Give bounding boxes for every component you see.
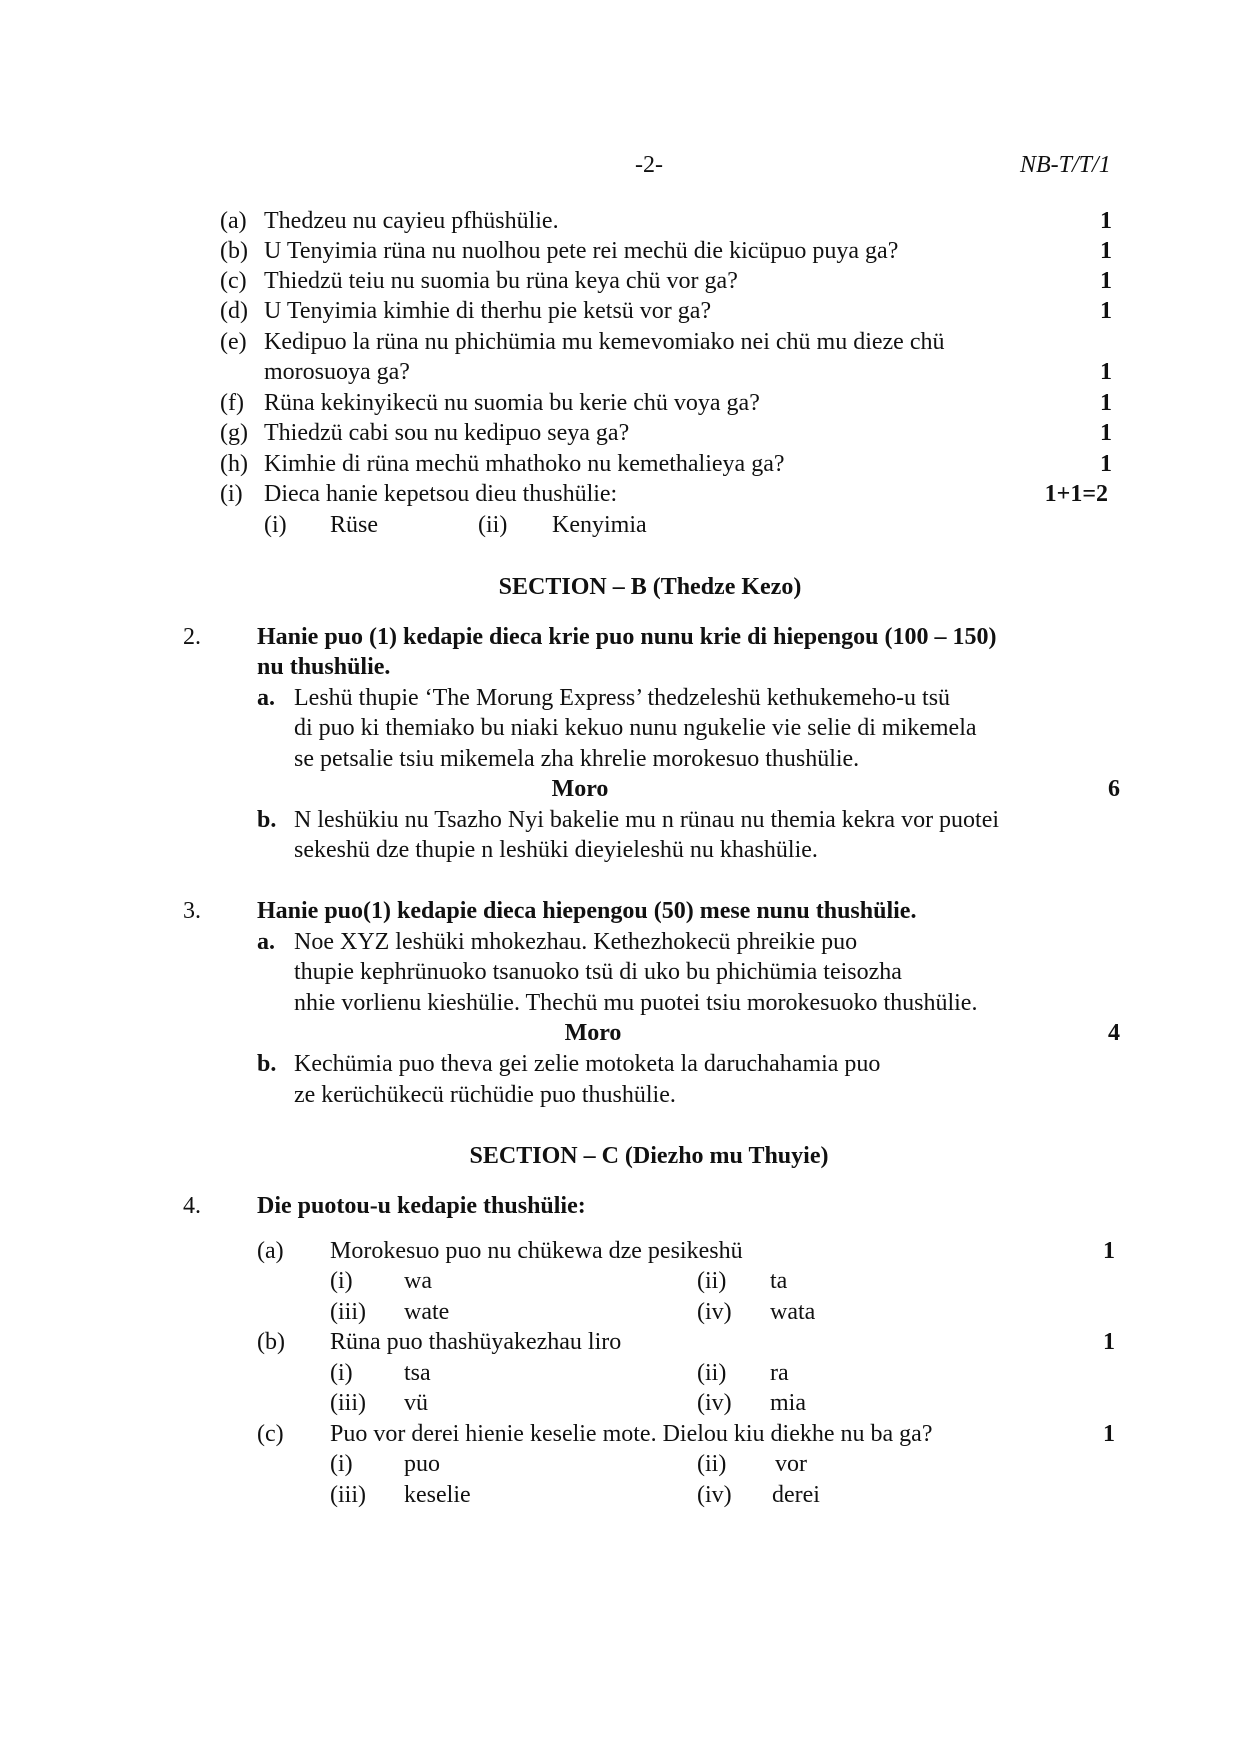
q2b-text: N leshükiu nu Tsazho Nyi bakelie mu n rünau nu themia kekra vor puotei — [294, 807, 1000, 833]
q1-item-label: (f) — [220, 390, 244, 416]
q3b-label: b. — [257, 1051, 277, 1077]
q1-item-marks: 1+1=2 — [1044, 481, 1108, 507]
q1-item-text: Dieca hanie kepetsou dieu thushülie: — [264, 481, 618, 507]
option-text: puo — [404, 1451, 440, 1477]
option-text: derei — [772, 1482, 820, 1508]
q1-item-text: U Tenyimia kimhie di therhu pie ketsü vor ga? — [264, 298, 712, 324]
q1-item-marks: 1 — [1100, 390, 1112, 416]
q1-item-text: U Tenyimia rüna nu nuolhou pete rei mechü die kicüpuo puya ga? — [264, 238, 899, 264]
q2-number: 2. — [183, 624, 201, 650]
option-label: (iii) — [330, 1390, 366, 1416]
q2a-text: di puo ki themiako bu niaki kekuo nunu ngukelie vie selie di mikemela — [294, 715, 977, 741]
q4-item-label: (a) — [257, 1238, 284, 1264]
section-b-title: SECTION – B (Thedze Kezo) — [498, 574, 802, 600]
option-text: ra — [770, 1360, 789, 1386]
q1-sub-text: Rüse — [330, 512, 378, 538]
q1-sub-text: Kenyimia — [552, 512, 647, 538]
q1-sub-label: (i) — [264, 512, 287, 538]
option-text: wa — [404, 1268, 432, 1294]
q3-instruction: Hanie puo(1) kedapie dieca hiepengou (50) mese nunu thushülie. — [257, 898, 917, 924]
q3-or-label: Moro — [564, 1020, 622, 1046]
q2a-label: a. — [257, 685, 275, 711]
option-label: (iv) — [697, 1299, 732, 1325]
option-label: (i) — [330, 1451, 353, 1477]
q4-item-text: Morokesuo puo nu chükewa dze pesikeshü — [330, 1238, 743, 1264]
q3a-text: nhie vorlienu kieshülie. Thechü mu puotei tsiu morokesuoko thushülie. — [294, 990, 978, 1016]
q3-number: 3. — [183, 898, 201, 924]
q1-item-text: Thiedzü cabi sou nu kedipuo seya ga? — [264, 420, 630, 446]
q4-number: 4. — [183, 1193, 201, 1219]
q1-item-text: Kedipuo la rüna nu phichümia mu kemevomiako nei chü mu dieze chü — [264, 329, 945, 355]
q1-item-marks: 1 — [1100, 268, 1112, 294]
q2-instruction: Hanie puo (1) kedapie dieca krie puo nunu krie di hiepengou (100 – 150) — [257, 624, 997, 650]
page-number: -2- — [635, 152, 663, 178]
q2-instruction-cont: nu thushülie. — [257, 654, 391, 680]
q1-item-marks: 1 — [1100, 359, 1112, 385]
q3a-label: a. — [257, 929, 275, 955]
q1-item-label: (e) — [220, 329, 247, 355]
q1-item-label: (h) — [220, 451, 248, 477]
q2b-text: sekeshü dze thupie n leshüki dieyieleshü nu khashülie. — [294, 837, 818, 863]
option-label: (i) — [330, 1268, 353, 1294]
option-label: (iv) — [697, 1390, 732, 1416]
option-text: wata — [770, 1299, 816, 1325]
q3a-text: thupie kephrünuoko tsanuoko tsü di uko bu phichümia teisozha — [294, 959, 902, 985]
q4-item-text: Rüna puo thashüyakezhau liro — [330, 1329, 622, 1355]
option-text: ta — [770, 1268, 788, 1294]
q4-item-label: (c) — [257, 1421, 284, 1447]
q1-item-marks: 1 — [1100, 298, 1112, 324]
option-label: (iv) — [697, 1482, 732, 1508]
q1-item-text-cont: morosuoya ga? — [264, 359, 410, 385]
option-text: tsa — [404, 1360, 431, 1386]
q4-item-text: Puo vor derei hienie keselie mote. Dielou kiu diekhe nu ba ga? — [330, 1421, 933, 1447]
q1-item-text: Kimhie di rüna mechü mhathoko nu kemethalieya ga? — [264, 451, 785, 477]
q2a-text: se petsalie tsiu mikemela zha khrelie morokesuo thushülie. — [294, 746, 860, 772]
q4-item-marks: 1 — [1103, 1329, 1115, 1355]
q4-item-marks: 1 — [1103, 1238, 1115, 1264]
q4-item-label: (b) — [257, 1329, 285, 1355]
q2-marks: 6 — [1108, 776, 1120, 802]
q1-item-label: (i) — [220, 481, 243, 507]
q3-marks: 4 — [1108, 1020, 1120, 1046]
option-label: (ii) — [697, 1360, 727, 1386]
q1-item-label: (a) — [220, 208, 247, 234]
paper-code: NB-T/T/1 — [1020, 152, 1111, 178]
q1-item-marks: 1 — [1100, 420, 1112, 446]
q3b-text: ze kerüchükecü rüchüdie puo thushülie. — [294, 1082, 676, 1108]
q1-item-marks: 1 — [1100, 451, 1112, 477]
option-text: vü — [404, 1390, 428, 1416]
q1-sub-label: (ii) — [478, 512, 508, 538]
q1-item-label: (b) — [220, 238, 248, 264]
q1-item-label: (g) — [220, 420, 248, 446]
q2a-text: Leshü thupie ‘The Morung Express’ thedzeleshü kethukemeho-u tsü — [294, 685, 951, 711]
q1-item-text: Rüna kekinyikecü nu suomia bu kerie chü voya ga? — [264, 390, 760, 416]
option-label: (iii) — [330, 1482, 366, 1508]
option-label: (ii) — [697, 1451, 727, 1477]
option-label: (iii) — [330, 1299, 366, 1325]
section-c-title: SECTION – C (Diezho mu Thuyie) — [469, 1143, 829, 1169]
option-text: mia — [770, 1390, 806, 1416]
option-label: (ii) — [697, 1268, 727, 1294]
q1-item-text: Thiedzü teiu nu suomia bu rüna keya chü vor ga? — [264, 268, 738, 294]
q1-item-marks: 1 — [1100, 208, 1112, 234]
q1-item-text: Thedzeu nu cayieu pfhüshülie. — [264, 208, 559, 234]
option-text: vor — [775, 1451, 807, 1477]
option-label: (i) — [330, 1360, 353, 1386]
q1-item-marks: 1 — [1100, 238, 1112, 264]
q4-item-marks: 1 — [1103, 1421, 1115, 1447]
q2-or-label: Moro — [551, 776, 609, 802]
option-text: keselie — [404, 1482, 471, 1508]
q1-item-label: (c) — [220, 268, 247, 294]
option-text: wate — [404, 1299, 450, 1325]
q2b-label: b. — [257, 807, 277, 833]
q3a-text: Noe XYZ leshüki mhokezhau. Kethezhokecü phreikie puo — [294, 929, 858, 955]
q1-item-label: (d) — [220, 298, 248, 324]
q3b-text: Kechümia puo theva gei zelie motoketa la daruchahamia puo — [294, 1051, 881, 1077]
q4-instruction: Die puotou-u kedapie thushülie: — [257, 1193, 586, 1219]
